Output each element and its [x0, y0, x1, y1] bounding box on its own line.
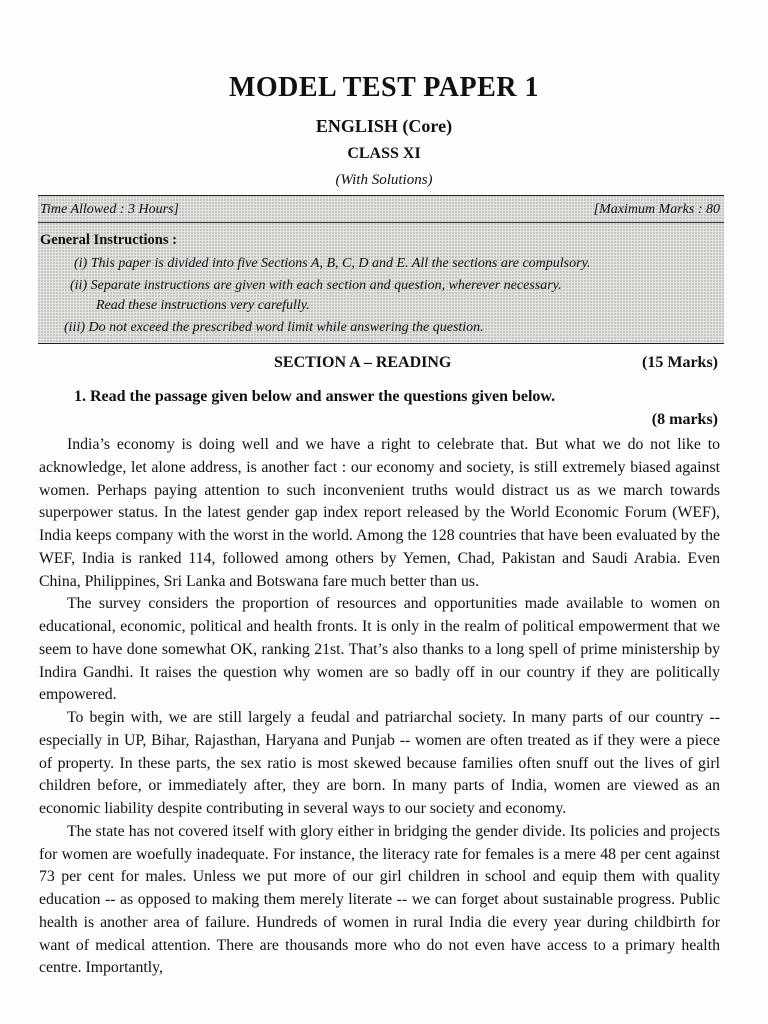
question-marks: (8 marks) — [651, 411, 718, 428]
instruction-item: (iii) Do not exceed the prescribed word limit while answering the question. — [64, 320, 484, 335]
section-marks: (15 Marks) — [642, 354, 718, 371]
instruction-item: Read these instructions very carefully. — [96, 298, 310, 313]
question-text: 1. Read the passage given below and answer the questions given below. — [74, 388, 556, 405]
passage-paragraph: To begin with, we are still largely a feudal and patriarchal society. In many parts of our country -- especially in UP, Bihar, Rajasthan, Haryana and Punjab -- women are often treated as if they were a piece of property. In these parts, the sex ratio is most skewed because families often snuff out the lives of girl children before, or immediately after, they are born. In many parts of India, women are viewed as an economic liability despite contributing in several ways to our society and economy. — [39, 709, 720, 817]
page-title: MODEL TEST PAPER 1 — [228, 72, 540, 103]
instruction-item: (ii) Separate instructions are given with each section and question, wherever necessary. — [70, 278, 562, 293]
class-heading: CLASS XI — [347, 145, 421, 162]
solutions-note: (With Solutions) — [335, 172, 433, 188]
reading-passage — [39, 434, 720, 980]
general-instructions-label: General Instructions : — [40, 232, 177, 248]
passage-paragraph: The survey considers the proportion of resources and opportunities made available to women on educational, economic, political and health fronts. It is only in the realm of political empowerment that we seem to have done somewhat OK, ranking 21st. That’s also thanks to a long spell of prime ministership by Indira Gandhi. It raises the question why women are so badly off in our country if they are politically empowered. — [39, 595, 720, 704]
section-heading: SECTION A – READING — [274, 354, 452, 371]
passage-paragraph: The state has not covered itself with glory either in bridging the gender divide. Its policies and projects for women are woefully inadequate. For instance, the literacy rate for females is a mere 48 per cent against 73 per cent for males. Unless we put more of our girl children in school and equip them with quality education -- as opposed to making them merely literate -- we can forget about sustainable progress. Public health is another area of failure. Hundreds of women in rural India die every year during childbirth for want of medical attention. There are thousands more who do not even have access to a primary health centre. Importantly, — [39, 822, 720, 977]
maximum-marks: [Maximum Marks : 80 — [593, 202, 720, 217]
subject-heading: ENGLISH (Core) — [315, 116, 453, 136]
time-allowed: Time Allowed : 3 Hours] — [40, 202, 179, 217]
passage-paragraph: India’s economy is doing well and we have a right to celebrate that. But what we do not like to acknowledge, let alone address, is another fact : our economy and society, is still extremely biased against women. Perhaps paying attention to such inconvenient truths would distract us as we march towards superpower status. In the latest gender gap index report released by the World Economic Forum (WEF), India keeps company with the worst in the world. Among the 128 countries that have been evaluated by the WEF, India is ranked 114, followed among others by Yemen, Chad, Pakistan and Saudi Arabia. Even China, Philippines, Sri Lanka and Botswana fare much better than us. — [39, 436, 720, 590]
instructions-header-row — [38, 196, 724, 223]
instructions-box — [38, 195, 724, 344]
instruction-item: (i) This paper is divided into five Sections A, B, C, D and E. All the sections are compulsory. — [74, 256, 591, 271]
